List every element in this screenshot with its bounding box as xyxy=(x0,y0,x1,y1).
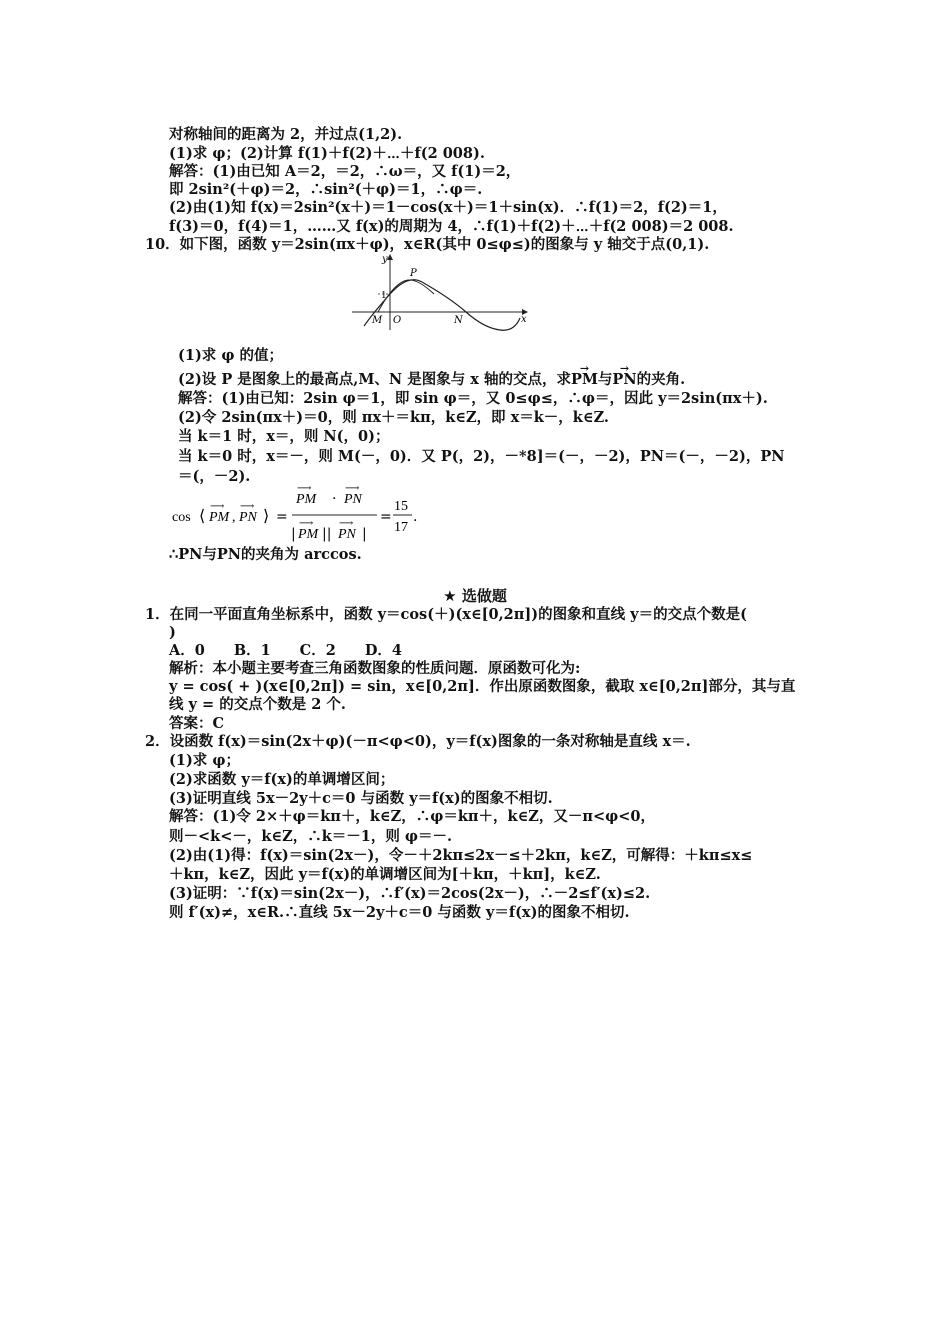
cosine-formula xyxy=(172,483,422,543)
vec-arrow-4: ⟶ xyxy=(345,483,360,494)
vec-arrow-6: ⟶ xyxy=(339,518,354,529)
text-line: (3)证明：∵f(x)＝sin(2x－)，∴f′(x)＝2cos(2x－)，∴－2≤f′(x)≤2. xyxy=(169,885,651,902)
abs-bar: | xyxy=(362,526,367,542)
vec-pn-label: PN xyxy=(239,510,257,525)
text-line: (2)由(1)知 f(x)＝2sin²(x＋)＝1－cos(x＋)＝1＋sin(x)．∴f(1)＝2，f(2)＝1， xyxy=(169,199,727,216)
point-m-label: M xyxy=(372,315,383,326)
text-line: (1)求 φ； xyxy=(169,752,240,769)
origin-label: O xyxy=(393,315,402,326)
x-axis-label: x xyxy=(521,314,527,325)
dot-op: · xyxy=(332,491,337,507)
q10-answer-5: ＝(，－2). xyxy=(178,468,251,485)
text-line: 对称轴间的距离为 2，并过点(1,2). xyxy=(169,126,403,143)
q10-answer-3: 当 k＝1 时，x＝，则 N(，0)； xyxy=(178,428,390,445)
text-line: (2)求函数 y＝f(x)的单调增区间； xyxy=(169,771,395,788)
q10-answer-4: 当 k＝0 时，x＝－，则 M(－，0)．又 P(，2)，－*8]＝(－，－2)，PN＝(－，－2)，PN xyxy=(178,448,785,465)
abs-bar: || xyxy=(322,526,332,542)
cos-label: cos xyxy=(172,510,191,525)
y-axis-label: y xyxy=(382,254,388,265)
vec-arrow-3: ⟶ xyxy=(297,483,312,494)
q10-part-2: (2)设 P 是图象上的最高点,M、N 是图象与 x 轴的交点，求→ PM与→ PN的夹角. xyxy=(178,371,685,389)
text-line: y = cos( + )(x∈[0,2π]) = sin，x∈[0,2π]．作出原函数图象，截取 x∈[0,2π]部分，其与直 xyxy=(169,678,796,695)
num-pm: PM xyxy=(296,492,317,507)
text-line: (2)由(1)得：f(x)＝sin(2x－)，令－＋2kπ≤2x－≤＋2kπ，k∈Z，可解得：＋kπ≤x≤ xyxy=(169,847,753,864)
equals-2: = xyxy=(380,509,392,525)
bracket-right: ⟩ xyxy=(263,508,270,525)
point-p-label: P xyxy=(410,268,417,279)
num-pn: PN xyxy=(344,492,362,507)
q10-part-1: (1)求 φ 的值； xyxy=(178,347,284,364)
comma: , xyxy=(232,510,236,525)
sine-curve xyxy=(364,280,520,331)
text-line: ＋kπ，k∈Z，因此 y＝f(x)的单调增区间为[＋kπ，＋kπ]，k∈Z. xyxy=(169,866,601,883)
den-pm: PM xyxy=(298,527,319,542)
q10-answer-1: 解答：(1)由已知：2sin φ＝1，即 sin φ＝，又 0≤φ≤，∴φ＝，因此 y＝2sin(πx＋). xyxy=(178,390,768,407)
bracket-left: ⟨ xyxy=(199,508,206,525)
vector-pm: → PM xyxy=(571,371,598,389)
fraction-denominator: 17 xyxy=(394,520,408,535)
text-line: (3)证明直线 5x－2y＋c＝0 与函数 y＝f(x)的图象不相切. xyxy=(169,790,553,807)
text-line: f(3)＝0，f(4)＝1，……又 f(x)的周期为 4，∴f(1)＋f(2)＋⋯＋f(2 008)＝2 008. xyxy=(169,218,734,235)
vector-pn: → PN xyxy=(612,371,636,389)
q10-answer-2: (2)令 2sin(πx＋)＝0，则 πx＋＝kπ，k∈Z，即 x＝k－，k∈Z. xyxy=(178,409,609,426)
text-line: 即 2sin²(＋φ)＝2，∴sin²(＋φ)＝1，∴φ＝. xyxy=(169,181,483,198)
fraction-numerator: 15 xyxy=(394,499,408,514)
point-n-label: N xyxy=(454,315,463,326)
vec-arrow-2: ⟶ xyxy=(240,501,255,512)
y-axis-arrow xyxy=(387,254,393,260)
abs-bar: | xyxy=(291,526,296,542)
text-line: (1)求 φ；(2)计算 f(1)＋f(2)＋⋯＋f(2 008). xyxy=(169,145,485,162)
tick-one-label: 1 xyxy=(381,291,387,301)
text-line: 解析：本小题主要考查三角函数图象的性质问题．原函数可化为: xyxy=(169,660,581,677)
text-line: 解答：(1)令 2×＋φ＝kπ＋，k∈Z，∴φ＝kπ＋，k∈Z，又－π<φ<0， xyxy=(169,808,656,825)
sine-graph-figure xyxy=(350,252,530,332)
question-10: 10．如下图，函数 y＝2sin(πx＋φ)，x∈R(其中 0≤φ≤)的图象与 y 轴交于点(0,1). xyxy=(145,236,710,253)
period: . xyxy=(413,509,418,525)
vec-arrow-1: ⟶ xyxy=(210,501,225,512)
den-pn: PN xyxy=(338,527,356,542)
section-title: ★ 选做题 xyxy=(443,587,507,605)
text-line: 则 f′(x)≠，x∈R.∴直线 5x－2y＋c＝0 与函数 y＝f(x)的图象不相切. xyxy=(169,904,630,921)
optional-q1: 1．在同一平面直角坐标系中，函数 y＝cos(＋)(x∈[0,2π])的图象和直线 y＝的交点个数是( xyxy=(145,606,747,623)
answer-choices: A．0 B．1 C．2 D．4 xyxy=(169,642,402,659)
answer-label: 答案：C xyxy=(169,715,225,732)
q10-conclusion: ∴PN与PN的夹角为 arccos. xyxy=(169,546,362,563)
text-line: 解答：(1)由已知 A＝2，＝2，∴ω＝，又 f(1)＝2， xyxy=(169,163,521,180)
text-line: 则－<k<－，k∈Z，∴k＝－1，则 φ＝－. xyxy=(169,828,453,845)
vec-arrow-5: ⟶ xyxy=(299,518,314,529)
text-line: 线 y = 的交点个数是 2 个. xyxy=(169,696,346,713)
equals-1: = xyxy=(276,509,288,525)
vec-pm-label: PM xyxy=(209,510,230,525)
optional-q2: 2．设函数 f(x)＝sin(2x＋φ)(－π<φ<0)，y＝f(x)图象的一条对称轴是直线 x＝. xyxy=(145,733,691,750)
text-line: ) xyxy=(169,624,176,641)
